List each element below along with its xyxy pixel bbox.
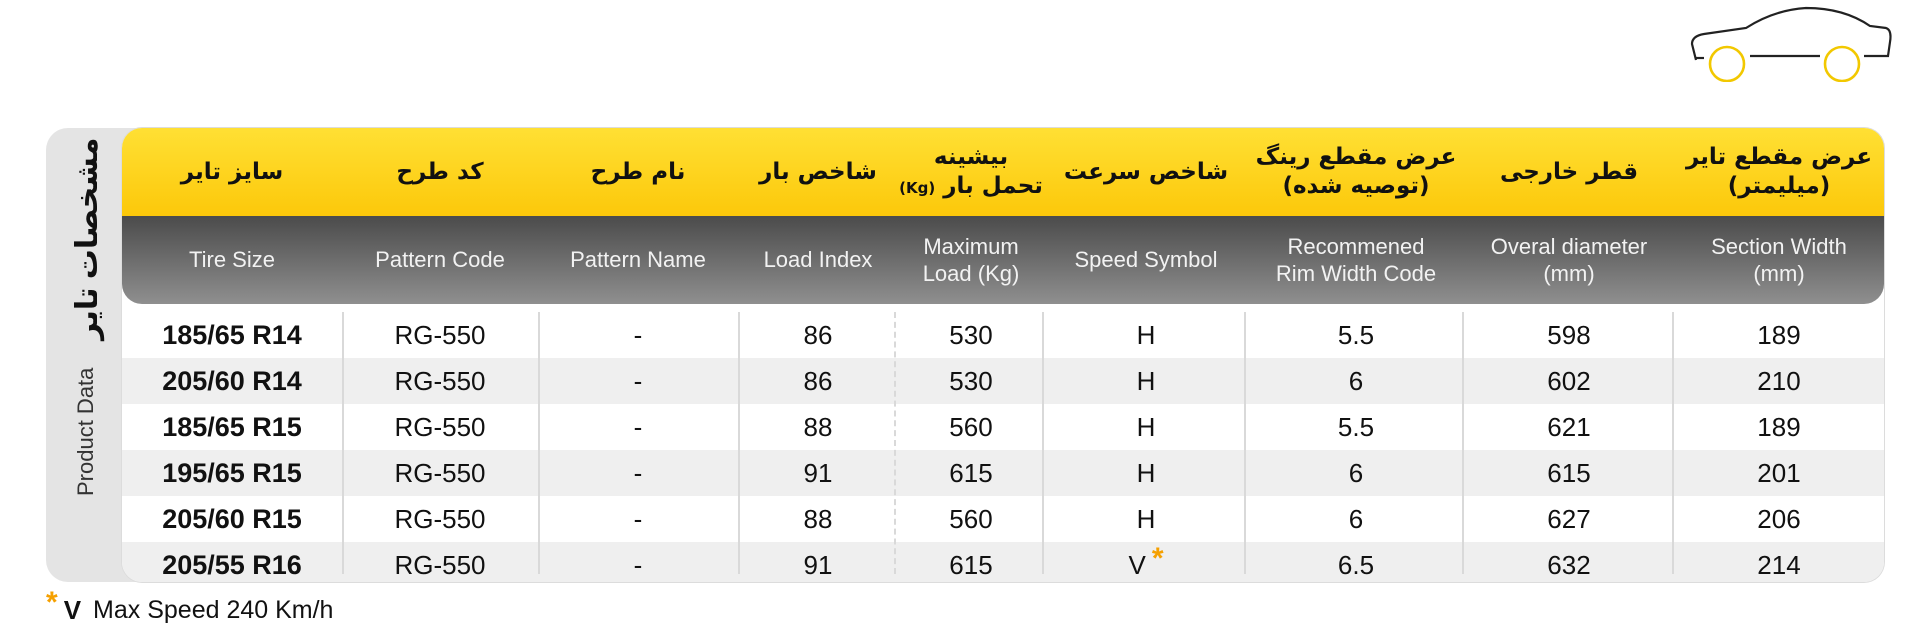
footnote-symbol: V (63, 594, 82, 625)
cell-load-index: 91 (803, 457, 833, 488)
cell-rim-width: 5.5 (1337, 411, 1375, 442)
cell-overall-diameter: 621 (1547, 411, 1591, 442)
header-fa-max-load: بیشینه تحمل بار (Kg) (899, 144, 1043, 199)
header-fa-speed-symbol: شاخص سرعت (1063, 158, 1229, 185)
cell-overall-diameter: 615 (1547, 457, 1591, 488)
car-outline-icon (1684, 4, 1896, 82)
cell-load-index: 86 (803, 319, 833, 350)
cell-speed-symbol: H (1136, 457, 1156, 488)
cell-rim-width: 6 (1348, 503, 1364, 534)
table-row (122, 404, 1884, 450)
column-divider (538, 312, 540, 574)
cell-tire-size: 205/55 R16 (162, 549, 302, 580)
cell-overall-diameter: 598 (1547, 319, 1591, 350)
cell-max-load: 530 (949, 319, 993, 350)
cell-section-width: 210 (1757, 365, 1801, 396)
cell-max-load: 615 (949, 549, 993, 580)
cell-tire-size: 185/65 R15 (162, 411, 302, 442)
column-divider (738, 312, 740, 574)
header-fa-tire-size: سایز تایر (180, 158, 284, 185)
cell-pattern-name: - (633, 549, 643, 580)
cell-pattern-code: RG-550 (394, 503, 486, 534)
cell-pattern-name: - (633, 503, 643, 534)
table-row (122, 450, 1884, 496)
cell-pattern-name: - (633, 319, 643, 350)
header-en-section-width: Section Width (mm) (1711, 233, 1847, 286)
cell-max-load: 530 (949, 365, 993, 396)
column-divider (1042, 312, 1044, 574)
cell-speed-symbol: V * (1128, 542, 1164, 580)
table-row (122, 542, 1884, 582)
cell-load-index: 86 (803, 365, 833, 396)
table-row (122, 496, 1884, 542)
footnote-text: Max Speed 240 Km/h (93, 595, 334, 624)
cell-section-width: 201 (1757, 457, 1801, 488)
cell-pattern-code: RG-550 (394, 457, 486, 488)
header-fa-pattern-name: نام طرح (590, 158, 686, 185)
header-en-speed-symbol: Speed Symbol (1074, 247, 1218, 273)
cell-load-index: 91 (803, 549, 833, 580)
cell-overall-diameter: 602 (1547, 365, 1591, 396)
cell-load-index: 88 (803, 503, 833, 534)
cell-pattern-code: RG-550 (394, 411, 486, 442)
column-divider (1462, 312, 1464, 574)
column-divider (894, 312, 896, 574)
column-divider (342, 312, 344, 574)
header-fa-load-index: شاخص بار (759, 158, 877, 185)
cell-pattern-code: RG-550 (394, 549, 486, 580)
cell-max-load: 560 (949, 503, 993, 534)
cell-load-index: 88 (803, 411, 833, 442)
cell-section-width: 189 (1757, 411, 1801, 442)
cell-tire-size: 205/60 R15 (162, 503, 302, 534)
cell-pattern-name: - (633, 365, 643, 396)
cell-pattern-code: RG-550 (394, 365, 486, 396)
cell-rim-width: 6 (1348, 457, 1364, 488)
cell-section-width: 214 (1757, 549, 1801, 580)
cell-tire-size: 205/60 R14 (162, 365, 302, 396)
cell-speed-symbol: H (1136, 319, 1156, 350)
cell-tire-size: 195/65 R15 (162, 457, 302, 488)
header-en-rim-width: Recommened Rim Width Code (1275, 233, 1437, 286)
cell-speed-symbol: H (1136, 411, 1156, 442)
header-en-overall-diameter: Overal diameter (mm) (1490, 233, 1648, 286)
cell-overall-diameter: 627 (1547, 503, 1591, 534)
cell-pattern-name: - (633, 457, 643, 488)
asterisk-icon: * (46, 586, 58, 619)
cell-pattern-code: RG-550 (394, 319, 486, 350)
header-fa-section-width: عرض مقطع تایر (میلیمتر) (1685, 144, 1873, 199)
footnote (46, 586, 334, 628)
cell-speed-symbol: H (1136, 503, 1156, 534)
table-row (122, 312, 1884, 358)
table-row (122, 358, 1884, 404)
cell-tire-size: 185/65 R14 (162, 319, 302, 350)
cell-max-load: 560 (949, 411, 993, 442)
cell-section-width: 206 (1757, 503, 1801, 534)
cell-rim-width: 6.5 (1337, 549, 1375, 580)
header-fa-overall-diameter: قطر خارجی (1499, 158, 1639, 185)
cell-speed-symbol: H (1136, 365, 1156, 396)
cell-pattern-name: - (633, 411, 643, 442)
header-fa-pattern-code: کد طرح (396, 158, 484, 185)
asterisk-icon: * (1151, 542, 1164, 575)
cell-section-width: 189 (1757, 319, 1801, 350)
header-en-load-index: Load Index (763, 247, 873, 273)
column-divider (1244, 312, 1246, 574)
header-row-english (122, 216, 1884, 304)
header-en-pattern-name: Pattern Name (570, 247, 706, 273)
cell-overall-diameter: 632 (1547, 549, 1591, 580)
product-data-table (122, 128, 1884, 582)
column-divider (1672, 312, 1674, 574)
header-en-pattern-code: Pattern Code (375, 247, 505, 273)
header-en-max-load: Maximum Load (Kg) (922, 233, 1020, 286)
header-row-persian (122, 128, 1884, 216)
header-en-tire-size: Tire Size (189, 247, 275, 273)
cell-rim-width: 6 (1348, 365, 1364, 396)
cell-rim-width: 5.5 (1337, 319, 1375, 350)
cell-max-load: 615 (949, 457, 993, 488)
header-fa-rim-width: عرض مقطع رینگ (توصیه شده) (1255, 144, 1457, 199)
